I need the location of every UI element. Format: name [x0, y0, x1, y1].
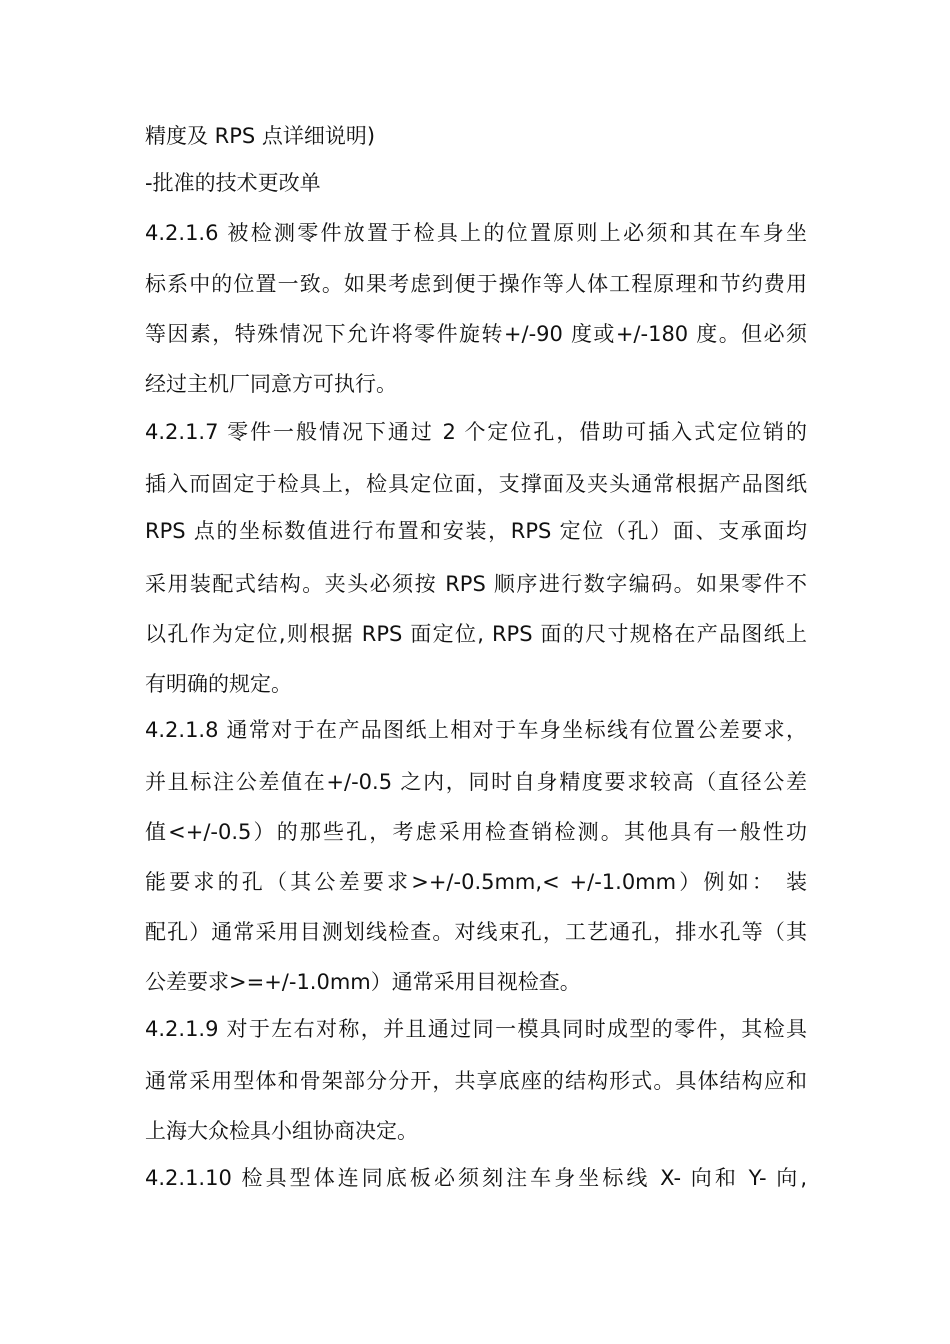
- text-line: 4.2.1.10 检具型体连同底板必须刻注车身坐标线 X- 向和 Y- 向,: [145, 1166, 807, 1190]
- text-line: 采用装配式结构。夹头必须按 RPS 顺序进行数字编码。如果零件不: [145, 572, 807, 596]
- text-line: 公差要求>=+/-1.0mm）通常采用目视检查。: [145, 970, 581, 994]
- text-line: 插入而固定于检具上，检具定位面，支撑面及夹头通常根据产品图纸: [145, 472, 807, 496]
- text-line: 4.2.1.9 对于左右对称，并且通过同一模具同时成型的零件，其检具: [145, 1017, 807, 1041]
- text-line: 配孔）通常采用目测划线检查。对线束孔，工艺通孔，排水孔等（其: [145, 920, 807, 944]
- text-line: 精度及 RPS 点详细说明): [145, 124, 376, 148]
- text-line: 等因素，特殊情况下允许将零件旋转+/-90 度或+/-180 度。但必须: [145, 322, 807, 346]
- text-line: 并且标注公差值在+/-0.5 之内，同时自身精度要求较高（直径公差: [145, 770, 807, 794]
- text-line: 标系中的位置一致。如果考虑到便于操作等人体工程原理和节约费用: [145, 272, 807, 296]
- text-line: 以孔作为定位,则根据 RPS 面定位, RPS 面的尺寸规格在产品图纸上: [145, 622, 807, 646]
- text-line: 有明确的规定。: [145, 672, 292, 696]
- text-line: 4.2.1.6 被检测零件放置于检具上的位置原则上必须和其在车身坐: [145, 221, 807, 245]
- text-line: 上海大众检具小组协商决定。: [145, 1119, 418, 1143]
- text-line: 能要求的孔（其公差要求>+/-0.5mm,< +/-1.0mm）例如： 装: [145, 870, 807, 894]
- text-line: -批准的技术更改单: [145, 171, 321, 195]
- text-line: 值<+/-0.5）的那些孔，考虑采用检查销检测。其他具有一般性功: [145, 820, 807, 844]
- text-line: 通常采用型体和骨架部分分开，共享底座的结构形式。具体结构应和: [145, 1069, 807, 1093]
- text-line: 4.2.1.8 通常对于在产品图纸上相对于车身坐标线有位置公差要求，: [145, 718, 807, 742]
- text-line: 经过主机厂同意方可执行。: [145, 372, 397, 396]
- text-line: 4.2.1.7 零件一般情况下通过 2 个定位孔，借助可插入式定位销的: [145, 420, 807, 444]
- text-line: RPS 点的坐标数值进行布置和安装，RPS 定位（孔）面、支承面均: [145, 519, 807, 543]
